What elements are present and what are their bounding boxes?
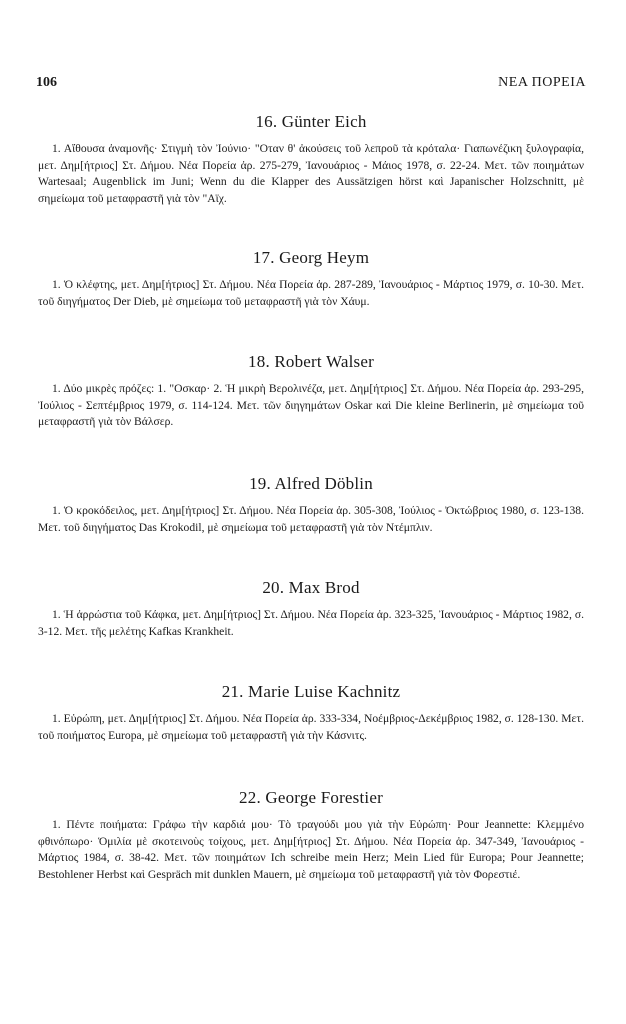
section-alfred-doblin [38, 474, 584, 536]
section-title: 18. Robert Walser [248, 352, 374, 371]
section-title: 20. Max Brod [262, 578, 360, 597]
bibliography-entry: 1. Ὁ κλέφτης, μετ. Δημ[ήτριος] Στ. Δήμου. Νέα Πορεία ἀρ. 287-289, Ἰανουάριος - Μάρτιος 1979, σ. 10-30. Μετ. τοῦ διηγήματος Der Dieb, μὲ σημείωμα τοῦ μεταφραστῆ γιὰ τὸν Χάυμ. [38, 278, 584, 308]
section-title: 19. Alfred Döblin [249, 474, 373, 493]
section-george-forestier [38, 788, 584, 883]
section-title: 16. Günter Eich [255, 112, 367, 131]
bibliography-entry: 1. Αἴθουσα ἀναμονῆς· Στιγμὴ τὸν Ἰούνιο· "Οταν θ' ἀκούσεις τοῦ λεπροῦ τὰ κρόταλα· Γιαπωνέζικη ξυλογραφία, μετ. Δημ[ήτριος] Στ. Δήμου. Νέα Πορεία ἀρ. 275-279, Ἰανουάριος - Μάιος 1978, σ. 22-24. Μετ. τῶν ποιημάτων Wartesaal; Augenblick im Juni; Wenn du die Klapper des Aussätzigen hörst καὶ Japanischer Holzschnitt, μὲ σημείωμα τοῦ μεταφραστῆ γιὰ τὸν "Αϊχ. [38, 142, 584, 205]
section-marie-luise-kachnitz [38, 682, 584, 744]
section-title: 17. Georg Heym [252, 248, 370, 267]
bibliography-entry: 1. Δύο μικρὲς πρόζες: 1. "Οσκαρ· 2. Ἡ μικρὴ Βερολινέζα, μετ. Δημ[ήτριος] Στ. Δήμου. Νέα Πορεία ἀρ. 293-295, Ἰούλιος - Σεπτέμβριος 1979, σ. 114-124. Μετ. τῶν διηγημάτων Oskar καὶ Die kleine Berlinerin, μὲ σημείωμα τοῦ μεταφραστῆ γιὰ τὸν Βάλσερ. [38, 382, 584, 429]
section-title: 21. Marie Luise Kachnitz [221, 682, 401, 701]
running-title: ΝΕΑ ΠΟΡΕΙΑ [498, 75, 586, 90]
bibliography-entry: 1. Ὁ κροκόδειλος, μετ. Δημ[ήτριος] Στ. Δήμου. Νέα Πορεία ἀρ. 305-308, Ἰούλιος - Ὀκτώβριος 1980, σ. 123-138. Μετ. τοῦ διηγήματος Das Krokodil, μὲ σημείωμα τοῦ μεταφραστῆ γιὰ τὸν Ντέμπλιν. [38, 504, 584, 534]
section-max-brod [38, 578, 584, 640]
page-header [36, 75, 586, 93]
bibliography-entry: 1. Ἡ ἀρρώστια τοῦ Κάφκα, μετ. Δημ[ήτριος] Στ. Δήμου. Νέα Πορεία ἀρ. 323-325, Ἰανουάριος - Μάρτιος 1982, σ. 3-12. Μετ. τῆς μελέτης Kafkas Krankheit. [38, 608, 584, 638]
bibliography-entry: 1. Πέντε ποιήματα: Γράφω τὴν καρδιά μου· Τὸ τραγούδι μου γιὰ τὴν Εὐρώπη· Pour Jeannette: Κλεμμένο φθινόπωρο· Ὁμιλία μὲ σκοτεινοὺς τοίχους, μετ. Δημ[ήτριος] Στ. Δήμου. Νέα Πορεία ἀρ. 347-349, Ἰανουάριος - Μάρτιος 1984, σ. 38-42. Μετ. τῶν ποιημάτων Ich schreibe mein Herz; Mein Lied für Europa; Pour Jeannette; Bestohlener Herbst καὶ Gespräch mit dunklen Mauern, μὲ σημείωμα τοῦ μεταφραστῆ γιὰ τὸν Φορεστιέ. [38, 818, 584, 881]
page-number: 106 [36, 75, 57, 90]
section-title: 22. George Forestier [239, 788, 383, 807]
section-robert-walser [38, 352, 584, 431]
section-gunter-eich [38, 112, 584, 207]
section-georg-heym [38, 248, 584, 310]
bibliography-entry: 1. Εὐρώπη, μετ. Δημ[ήτριος] Στ. Δήμου. Νέα Πορεία ἀρ. 333-334, Νοέμβριος-Δεκέμβριος 1982, σ. 128-130. Μετ. τοῦ ποιήματος Europa, μὲ σημείωμα τοῦ μεταφραστῆ γιὰ τὴν Κάσνιτς. [38, 712, 584, 742]
